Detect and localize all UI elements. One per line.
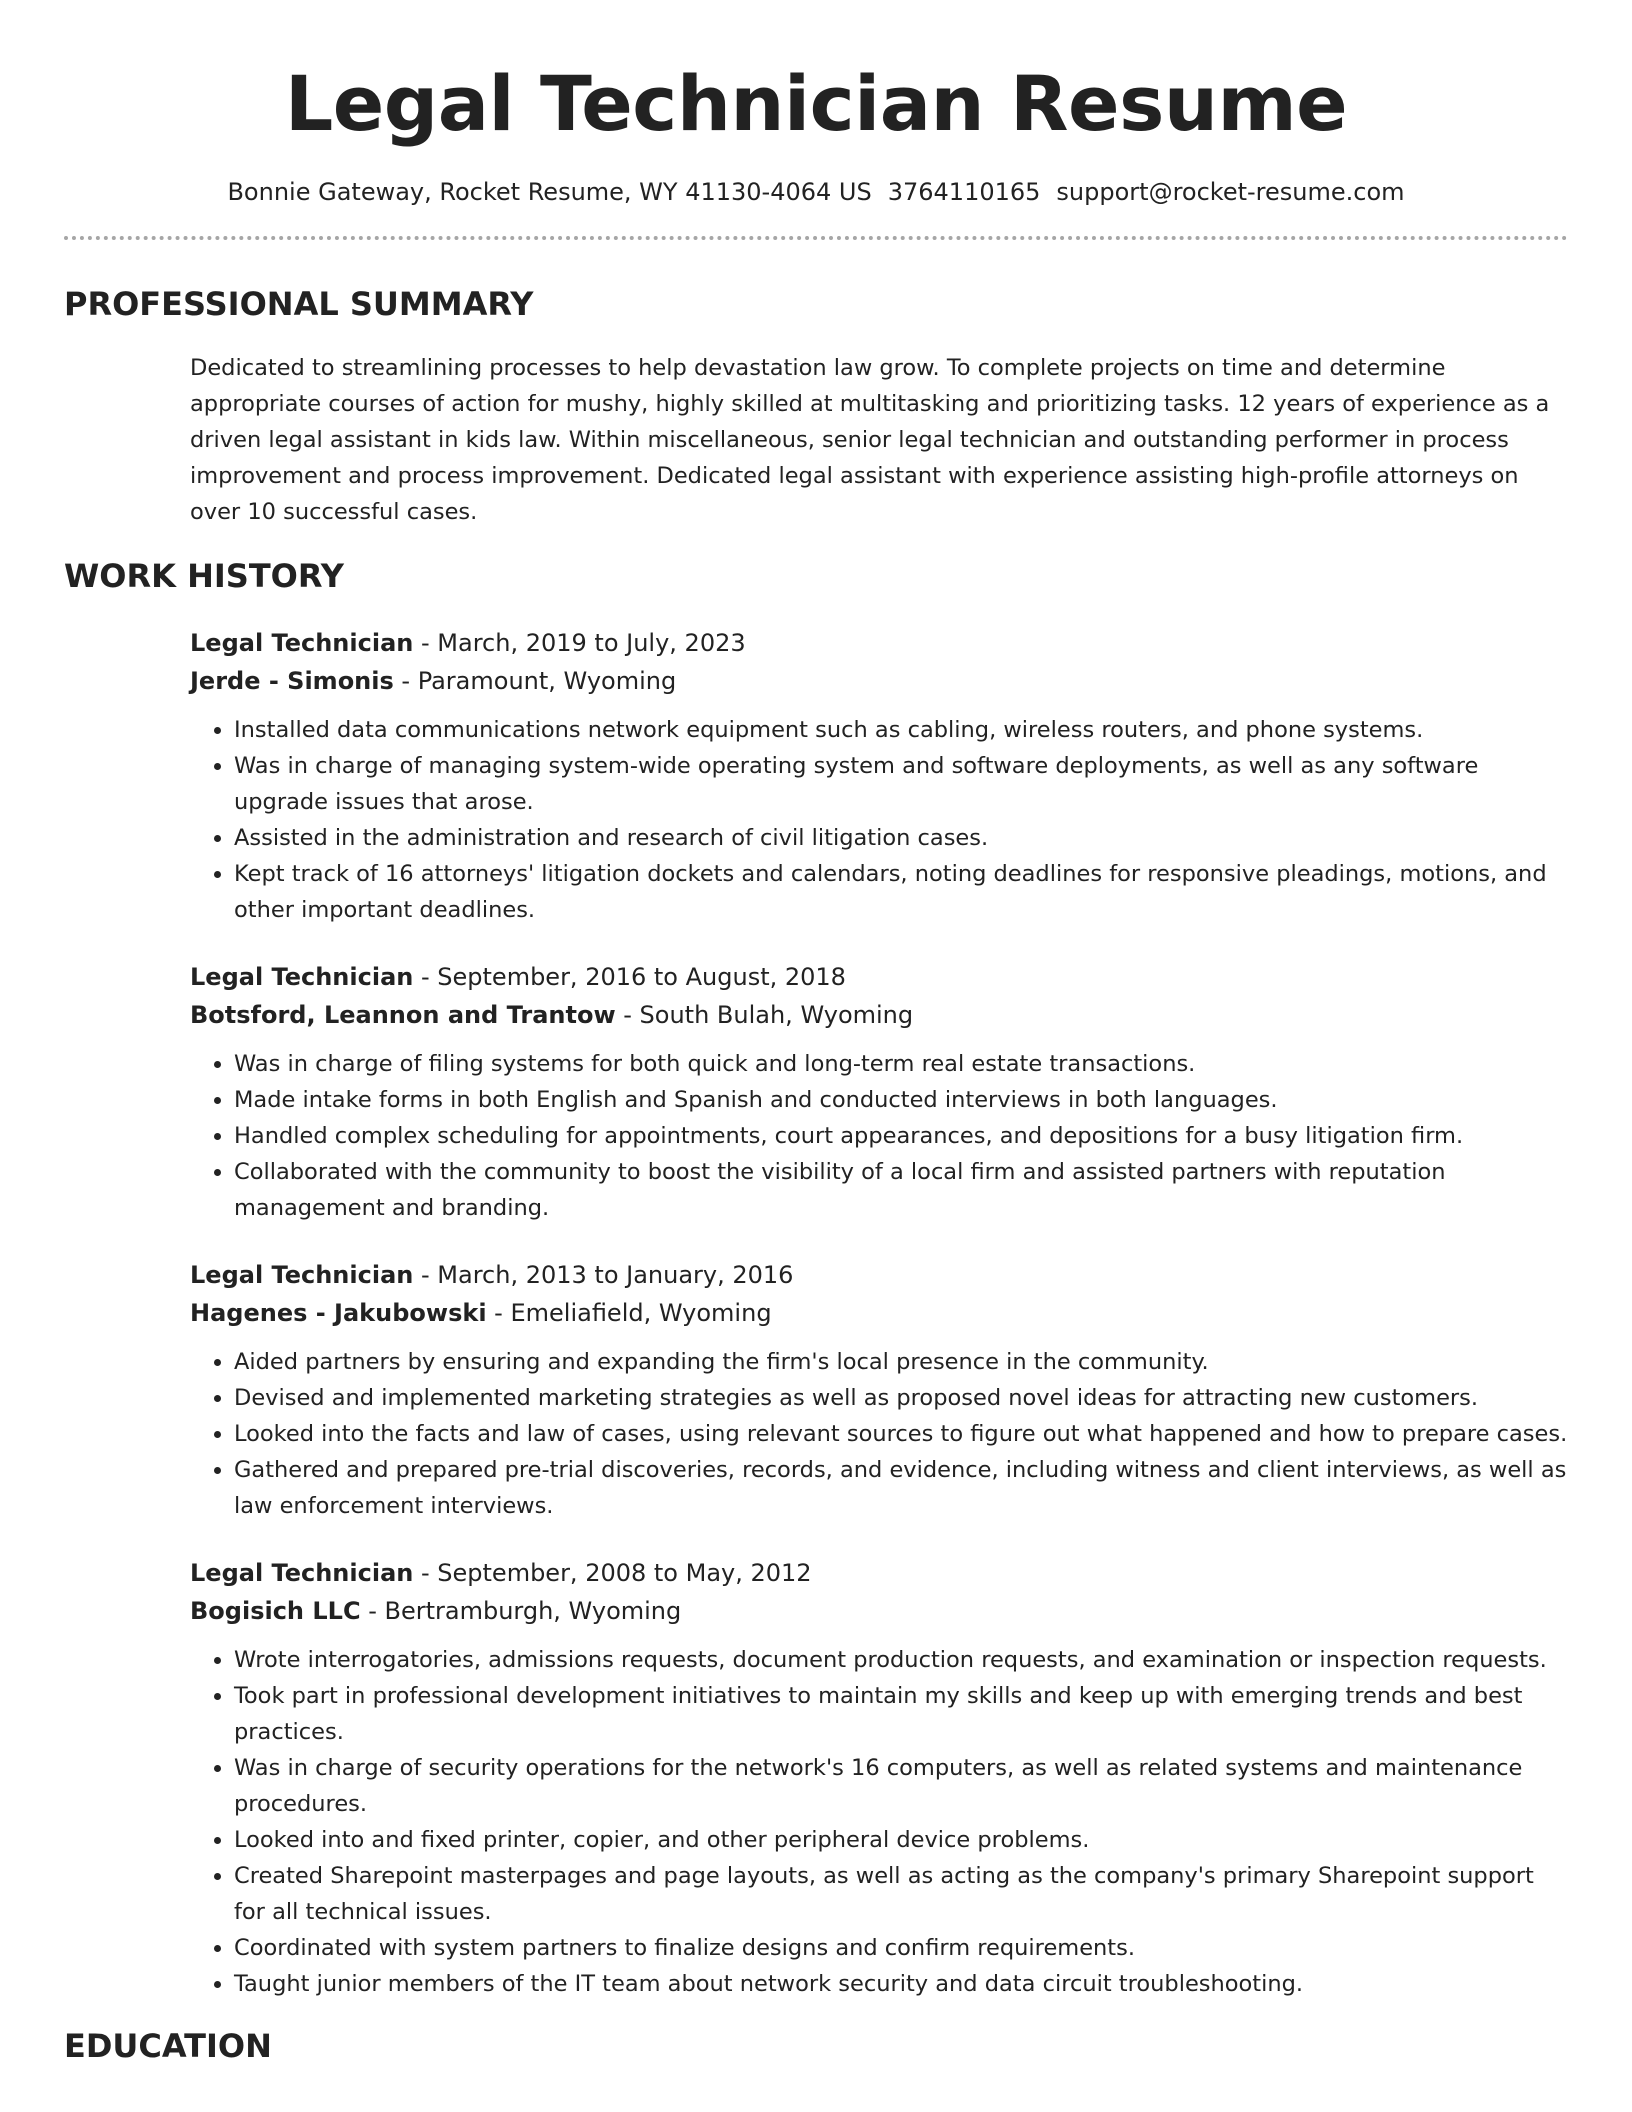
job-title-line: [190, 1554, 1568, 1592]
job-duties-list: [190, 1344, 1568, 1524]
list-item: • Collaborated with the community to boost the visibility of a local firm and assisted partners with reputation management and branding.: [234, 1154, 1568, 1226]
list-item: • Wrote interrogatories, admissions requests, document production requests, and examination or inspection requests.: [234, 1642, 1568, 1678]
job-company: Jerde - Simonis: [190, 667, 394, 695]
summary-text: Dedicated to streamlining processes to help devastation law grow. To complete projects on time and determine appropriate courses of action for mushy, highly skilled at multitasking and prioritizing tasks. 12 years of experience as a driven legal assistant in kids law. Within miscellaneous, senior legal technician and outstanding performer in process improvement and process improvement. Dedicated legal assistant with experience assisting high-profile attorneys on over 10 successful cases.: [190, 355, 1550, 525]
job-location: - Emeliafield, Wyoming: [486, 1299, 772, 1327]
list-item: • Was in charge of filing systems for both quick and long-term real estate transactions.: [234, 1046, 1568, 1082]
job-location: - Bertramburgh, Wyoming: [360, 1597, 682, 1625]
job-company: Botsford, Leannon and Trantow: [190, 1001, 616, 1029]
list-item: • Assisted in the administration and research of civil litigation cases.: [234, 820, 1568, 856]
list-item: • Gathered and prepared pre-trial discoveries, records, and evidence, including witness and client interviews, as well as law enforcement interviews.: [234, 1452, 1568, 1524]
list-item: • Took part in professional development initiatives to maintain my skills and keep up with emerging trends and best practices.: [234, 1678, 1568, 1750]
job-location: - South Bulah, Wyoming: [615, 1001, 914, 1029]
contact-phone: 3764110165: [887, 178, 1041, 206]
list-item: • Was in charge of managing system-wide operating system and software deployments, as well as any software upgrade issues that arose.: [234, 748, 1568, 820]
list-item: • Coordinated with system partners to finalize designs and confirm requirements.: [234, 1930, 1568, 1966]
job-entry: [190, 624, 1568, 928]
contact-address: Bonnie Gateway, Rocket Resume, WY 41130-4064 US: [227, 178, 872, 206]
list-item: • Handled complex scheduling for appointments, court appearances, and depositions for a busy litigation firm.: [234, 1118, 1568, 1154]
job-entry: [190, 958, 1568, 1226]
job-title: Legal Technician: [190, 1559, 414, 1587]
job-company: Bogisich LLC: [190, 1597, 361, 1625]
list-item: • Looked into and fixed printer, copier, and other peripheral device problems.: [234, 1822, 1568, 1858]
education-heading: EDUCATION: [64, 2027, 272, 2065]
job-dates: - March, 2013 to January, 2016: [413, 1261, 794, 1289]
job-dates: - September, 2008 to May, 2012: [413, 1559, 812, 1587]
job-dates: - March, 2019 to July, 2023: [413, 629, 746, 657]
job-title-line: [190, 624, 1568, 662]
job-company-line: [190, 1294, 1568, 1332]
job-entry: [190, 1256, 1568, 1524]
list-item: • Installed data communications network equipment such as cabling, wireless routers, and phone systems.: [234, 712, 1568, 748]
header-divider: [64, 236, 1568, 240]
work-history-heading: WORK HISTORY: [64, 557, 344, 595]
resume-title: Legal Technician Resume: [284, 59, 1348, 148]
job-title: Legal Technician: [190, 1261, 414, 1289]
job-title-line: [190, 1256, 1568, 1294]
job-company-line: [190, 662, 1568, 700]
list-item: • Devised and implemented marketing strategies as well as proposed novel ideas for attracting new customers.: [234, 1380, 1568, 1416]
summary-heading: PROFESSIONAL SUMMARY: [64, 285, 534, 323]
job-duties-list: [190, 712, 1568, 928]
job-duties-list: [190, 1046, 1568, 1226]
list-item: • Taught junior members of the IT team about network security and data circuit troubleshooting.: [234, 1966, 1568, 2002]
job-duties-list: [190, 1642, 1568, 2002]
contact-email: support@rocket-resume.com: [1056, 178, 1405, 206]
job-dates: - September, 2016 to August, 2018: [413, 963, 846, 991]
list-item: • Looked into the facts and law of cases, using relevant sources to figure out what happened and how to prepare cases.: [234, 1416, 1568, 1452]
list-item: • Aided partners by ensuring and expanding the firm's local presence in the community.: [234, 1344, 1568, 1380]
job-title: Legal Technician: [190, 629, 414, 657]
job-company-line: [190, 1592, 1568, 1630]
resume-page: [64, 0, 1568, 2066]
job-entry: [190, 1554, 1568, 2002]
contact-line: [64, 176, 1568, 208]
list-item: • Made intake forms in both English and Spanish and conducted interviews in both languages.: [234, 1082, 1568, 1118]
job-title-line: [190, 958, 1568, 996]
job-company-line: [190, 996, 1568, 1034]
job-location: - Paramount, Wyoming: [393, 667, 677, 695]
job-company: Hagenes - Jakubowski: [190, 1299, 487, 1327]
list-item: • Created Sharepoint masterpages and page layouts, as well as acting as the company's primary Sharepoint support for all technical issues.: [234, 1858, 1568, 1930]
list-item: • Was in charge of security operations for the network's 16 computers, as well as related systems and maintenance procedures.: [234, 1750, 1568, 1822]
list-item: • Kept track of 16 attorneys' litigation dockets and calendars, noting deadlines for responsive pleadings, motions, and other important deadlines.: [234, 856, 1568, 928]
job-title: Legal Technician: [190, 963, 414, 991]
